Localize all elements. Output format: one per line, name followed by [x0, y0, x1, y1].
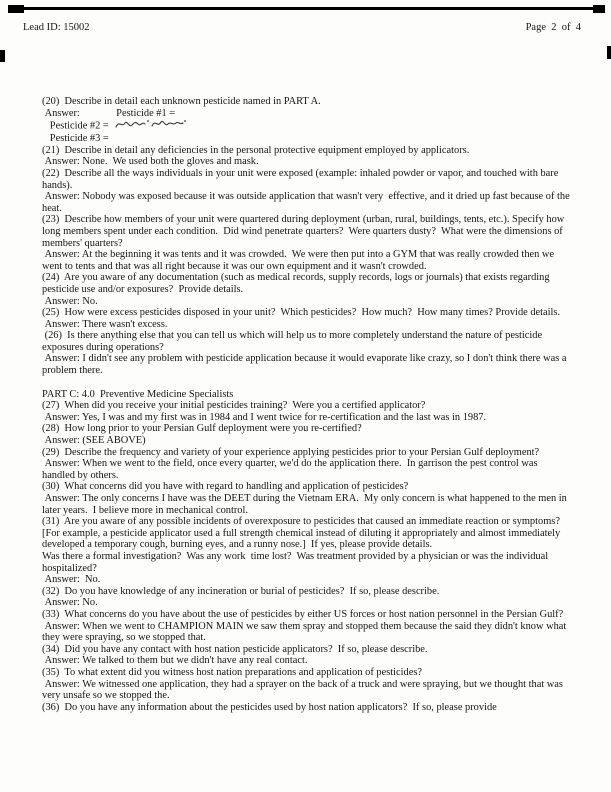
question-35: (35) To what extent did you witness host nation preparations and application of pesticides? — [42, 666, 422, 678]
document-body — [42, 96, 573, 713]
pesticide-2-label: Pesticide #2 = — [42, 120, 114, 132]
page-header — [23, 22, 581, 33]
scan-artifact-top-right — [593, 5, 605, 13]
scan-artifact-top-edge — [8, 7, 603, 10]
answer-22: Answer: Nobody was exposed because it was outside application that wasn't very effective, and it dried up fast because of the heat. — [42, 191, 573, 214]
question-21: (21) Describe in detail any deficiencies in the personal protective equipment employed by applicators. — [42, 144, 470, 156]
question-33: (33) What concerns do you have about the use of pesticides by either US forces or host nation personnel in the Persian Gulf? — [42, 608, 564, 620]
answer-32: Answer: No. — [42, 597, 98, 609]
answer-20-pesticide-3: Pesticide #3 = — [42, 133, 109, 145]
answer-20-pesticide-2 — [42, 119, 573, 133]
question-28: (28) How long prior to your Persian Gulf deployment were you re-certified? — [42, 423, 362, 435]
answer-28: Answer: (SEE ABOVE) — [42, 435, 146, 447]
answer-21: Answer: None. We used both the gloves and mask. — [42, 156, 259, 168]
scan-artifact-left-edge — [0, 50, 5, 62]
part-c-heading: PART C: 4.0 Preventive Medicine Specialists — [42, 388, 234, 400]
question-32: (32) Do you have knowledge of any incineration or burial of pesticides? If so, please describe. — [42, 585, 440, 597]
answer-29: Answer: When we went to the field, once every quarter, we'd do the application there. In garrison the pest control was handled by others. — [42, 458, 541, 481]
question-27: (27) When did you receive your initial pesticides training? Were you a certified applicator? — [42, 400, 426, 412]
question-20: (20) Describe in detail each unknown pesticide named in PART A. — [42, 96, 321, 107]
answer-33: Answer: When we went to CHAMPION MAIN we saw them spray and stopped them because the said they didn't know what they were spraying, so we stopped that. — [42, 620, 569, 644]
question-22: (22) Describe all the ways individuals in your unit were exposed (example: inhaled powder or vapor, and touched with bare hands). — [42, 167, 561, 191]
answer-26: Answer: I didn't see any problem with pesticide application because it would evaporate like crazy, so I don't think there was a problem there. — [42, 353, 570, 377]
question-26: (26) Is there anything else that you can tell us which will help us to more completely understand the nature of pesticide exposures during operations? — [42, 330, 545, 353]
question-23: (23) Describe how members of your unit were quartered during deployment (urban, rural, buildings, tents, etc.). Specify how long members spent under each condition. Did wind penetrate quarters? Were quarters dusty? What were the dimensions of members' quarters? — [42, 214, 567, 249]
question-29: (29) Describe the frequency and variety of your experience applying pesticides prior to your Persian Gulf deployment? — [42, 446, 540, 458]
answer-31: Answer: No. — [42, 574, 101, 586]
question-34: (34) Did you have any contact with host nation pesticide applicators? If so, please describe. — [42, 643, 428, 655]
question-31: (31) Are you aware of any possible incidents of overexposure to pesticides that caused an immediate reaction or symptoms? [For example, a pesticide applicator used a full strength chemical instead of diluting it appropriately and almost immediately developed a temporary cough, burning eyes, and a runny nose.] If yes, please provide details. — [42, 516, 566, 551]
answer-35: Answer: We witnessed one application, they had a sprayer on the back of a truck and were spraying, but we thought that was very unsafe so we stopped the. — [42, 678, 566, 702]
answer-25: Answer: There wasn't excess. — [42, 318, 168, 330]
question-36: (36) Do you have any information about the pesticides used by host nation applicators? If so, please provide — [42, 701, 497, 713]
scan-artifact-right-edge — [607, 46, 611, 59]
handwritten-scribble-icon — [114, 117, 188, 131]
scan-artifact-top-left — [8, 5, 24, 13]
question-31-continued: Was there a formal investigation? Was any work time lost? Was treatment provided by a physician or was the individual hospitalized? — [42, 550, 551, 574]
question-30: (30) What concerns did you have with regard to handling and application of pesticides? — [42, 481, 409, 493]
answer-34: Answer: We talked to them but we didn't have any real contact. — [42, 655, 308, 667]
question-24: (24) Are you aware of any documentation (such as medical records, supply records, logs or journals) that exists regarding pesticide use and/or exposures? Provide details. — [42, 272, 553, 295]
page-number: Page 2 of 4 — [525, 22, 581, 33]
answer-20-pesticide-1: Answer: Pesticide #1 = — [42, 107, 176, 119]
lead-id-label: Lead ID: 15002 — [23, 22, 90, 33]
answer-27: Answer: Yes, I was and my first was in 1984 and I went twice for re-certification and the last was in 1987. — [42, 411, 487, 423]
answer-30: Answer: The only concerns I have was the DEET during the Vietnam ERA. My only concern is what happened to the men in later years. I believe more in mechanical control. — [42, 493, 570, 516]
question-25: (25) How were excess pesticides disposed in your unit? Which pesticides? How much? How many times? Provide details. — [42, 307, 561, 319]
answer-24: Answer: No. — [42, 295, 98, 307]
answer-23: Answer: At the beginning it was tents and it was crowded. We were then put into a GYM that was really crowded then we went to tents and that was all right because it was our own equipment and it wasn't crowded. — [42, 249, 557, 272]
